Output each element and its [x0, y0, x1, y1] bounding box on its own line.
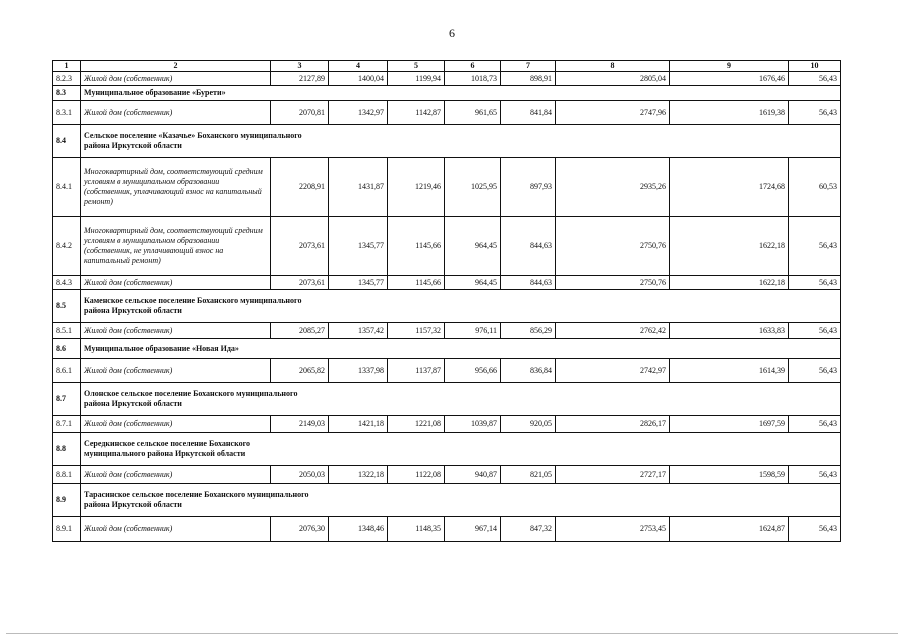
- page-number: 6: [449, 26, 455, 40]
- cell-value-col6: 956,66: [445, 359, 501, 383]
- cell-value-col7: 856,29: [501, 323, 556, 339]
- row-number: 8.4: [53, 125, 81, 158]
- cell-value-col7: 836,84: [501, 359, 556, 383]
- cell-value-col4: 1337,98: [329, 359, 388, 383]
- column-header: 10: [789, 61, 841, 72]
- cell-value-col10: 56,43: [789, 323, 841, 339]
- cell-value-col5: 1219,46: [388, 158, 445, 217]
- cell-value-col9: 1622,18: [670, 217, 789, 276]
- cell-value-col4: 1322,18: [329, 466, 388, 484]
- row-number: 8.8: [53, 433, 81, 466]
- section-title: Сельское поселение «Казачье» Боханского муниципального района Иркутской области: [81, 125, 841, 158]
- cell-value-col4: 1348,46: [329, 517, 388, 542]
- row-number: 8.7: [53, 383, 81, 416]
- row-description: Жилой дом (собственник): [81, 276, 271, 290]
- cell-value-col5: 1145,66: [388, 217, 445, 276]
- section-title: Каменское сельское поселение Боханского муниципального района Иркутской области: [81, 290, 841, 323]
- cell-value-col4: 1400,04: [329, 72, 388, 86]
- row-description: Жилой дом (собственник): [81, 466, 271, 484]
- table-row: [53, 72, 841, 86]
- cell-value-col3: 2065,82: [271, 359, 329, 383]
- table-row: [53, 359, 841, 383]
- table-row: [53, 158, 841, 217]
- cell-value-col10: 56,43: [789, 466, 841, 484]
- row-number: 8.4.3: [53, 276, 81, 290]
- cell-value-col6: 967,14: [445, 517, 501, 542]
- row-number: 8.9: [53, 484, 81, 517]
- column-header: 3: [271, 61, 329, 72]
- column-header: 5: [388, 61, 445, 72]
- cell-value-col9: 1614,39: [670, 359, 789, 383]
- cell-value-col10: 56,43: [789, 217, 841, 276]
- cell-value-col8: 2750,76: [556, 217, 670, 276]
- cell-value-col6: 1039,87: [445, 416, 501, 433]
- cell-value-col5: 1137,87: [388, 359, 445, 383]
- cell-value-col6: 1025,95: [445, 158, 501, 217]
- scan-edge-line: [6, 633, 898, 634]
- cell-value-col8: 2805,04: [556, 72, 670, 86]
- cell-value-col7: 841,84: [501, 101, 556, 125]
- section-row: [53, 433, 841, 466]
- row-number: 8.4.1: [53, 158, 81, 217]
- cell-value-col9: 1622,18: [670, 276, 789, 290]
- cell-value-col7: 847,32: [501, 517, 556, 542]
- cell-value-col8: 2727,17: [556, 466, 670, 484]
- table-row: [53, 101, 841, 125]
- table-row: [53, 466, 841, 484]
- cell-value-col10: 56,43: [789, 359, 841, 383]
- cell-value-col10: 56,43: [789, 416, 841, 433]
- cell-value-col6: 1018,73: [445, 72, 501, 86]
- cell-value-col7: 897,93: [501, 158, 556, 217]
- row-description: Многоквартирный дом, соответствующий средним условиям в муниципальном образовании (собственник, не уплачивающий взнос на капитальный ремонт): [81, 217, 271, 276]
- cell-value-col4: 1345,77: [329, 276, 388, 290]
- cell-value-col8: 2750,76: [556, 276, 670, 290]
- section-row: [53, 125, 841, 158]
- row-number: 8.7.1: [53, 416, 81, 433]
- cell-value-col7: 898,91: [501, 72, 556, 86]
- cell-value-col4: 1357,42: [329, 323, 388, 339]
- table-header-row: [53, 61, 841, 72]
- cell-value-col8: 2762,42: [556, 323, 670, 339]
- row-number: 8.2.3: [53, 72, 81, 86]
- row-description: Жилой дом (собственник): [81, 72, 271, 86]
- cell-value-col8: 2747,96: [556, 101, 670, 125]
- section-row: [53, 339, 841, 359]
- cell-value-col10: 60,53: [789, 158, 841, 217]
- section-title: Середкинское сельское поселение Боханского муниципального района Иркутской области: [81, 433, 841, 466]
- cell-value-col3: 2085,27: [271, 323, 329, 339]
- cell-value-col8: 2935,26: [556, 158, 670, 217]
- cell-value-col5: 1145,66: [388, 276, 445, 290]
- cell-value-col7: 920,05: [501, 416, 556, 433]
- column-header: 7: [501, 61, 556, 72]
- table-row: [53, 323, 841, 339]
- column-header: 4: [329, 61, 388, 72]
- cell-value-col3: 2073,61: [271, 217, 329, 276]
- row-description: Жилой дом (собственник): [81, 101, 271, 125]
- cell-value-col6: 940,87: [445, 466, 501, 484]
- cell-value-col5: 1157,32: [388, 323, 445, 339]
- cell-value-col4: 1342,97: [329, 101, 388, 125]
- cell-value-col10: 56,43: [789, 517, 841, 542]
- cell-value-col9: 1624,87: [670, 517, 789, 542]
- row-description: Жилой дом (собственник): [81, 359, 271, 383]
- tariff-table: [52, 60, 841, 542]
- row-number: 8.8.1: [53, 466, 81, 484]
- row-number: 8.9.1: [53, 517, 81, 542]
- cell-value-col3: 2127,89: [271, 72, 329, 86]
- row-number: 8.3: [53, 86, 81, 101]
- cell-value-col7: 821,05: [501, 466, 556, 484]
- cell-value-col7: 844,63: [501, 276, 556, 290]
- cell-value-col9: 1598,59: [670, 466, 789, 484]
- cell-value-col3: 2076,30: [271, 517, 329, 542]
- row-description: Жилой дом (собственник): [81, 323, 271, 339]
- cell-value-col9: 1724,68: [670, 158, 789, 217]
- cell-value-col10: 56,43: [789, 101, 841, 125]
- cell-value-col9: 1633,83: [670, 323, 789, 339]
- cell-value-col7: 844,63: [501, 217, 556, 276]
- cell-value-col5: 1221,08: [388, 416, 445, 433]
- column-header: 8: [556, 61, 670, 72]
- section-title: Муниципальное образование «Бурети»: [81, 86, 841, 101]
- cell-value-col5: 1122,08: [388, 466, 445, 484]
- cell-value-col9: 1697,59: [670, 416, 789, 433]
- row-number: 8.3.1: [53, 101, 81, 125]
- column-header: 9: [670, 61, 789, 72]
- row-description: Жилой дом (собственник): [81, 517, 271, 542]
- cell-value-col3: 2070,81: [271, 101, 329, 125]
- cell-value-col5: 1142,87: [388, 101, 445, 125]
- row-number: 8.5: [53, 290, 81, 323]
- table-row: [53, 276, 841, 290]
- cell-value-col8: 2742,97: [556, 359, 670, 383]
- column-header: 1: [53, 61, 81, 72]
- section-title: Муниципальное образование «Новая Ида»: [81, 339, 841, 359]
- table-body: [53, 61, 841, 542]
- row-description: Многоквартирный дом, соответствующий средним условиям в муниципальном образовании (собственник, уплачивающий взнос на капитальный ремонт): [81, 158, 271, 217]
- cell-value-col6: 964,45: [445, 276, 501, 290]
- row-number: 8.6.1: [53, 359, 81, 383]
- cell-value-col3: 2050,03: [271, 466, 329, 484]
- cell-value-col4: 1345,77: [329, 217, 388, 276]
- cell-value-col6: 976,11: [445, 323, 501, 339]
- cell-value-col3: 2073,61: [271, 276, 329, 290]
- cell-value-col4: 1431,87: [329, 158, 388, 217]
- row-number: 8.5.1: [53, 323, 81, 339]
- section-row: [53, 86, 841, 101]
- cell-value-col5: 1199,94: [388, 72, 445, 86]
- section-row: [53, 383, 841, 416]
- table-row: [53, 517, 841, 542]
- table-row: [53, 416, 841, 433]
- row-number: 8.6: [53, 339, 81, 359]
- section-title: Тарасинское сельское поселение Боханского муниципального района Иркутской области: [81, 484, 841, 517]
- section-row: [53, 290, 841, 323]
- section-row: [53, 484, 841, 517]
- cell-value-col10: 56,43: [789, 72, 841, 86]
- cell-value-col6: 961,65: [445, 101, 501, 125]
- cell-value-col10: 56,43: [789, 276, 841, 290]
- cell-value-col3: 2208,91: [271, 158, 329, 217]
- cell-value-col5: 1148,35: [388, 517, 445, 542]
- row-description: Жилой дом (собственник): [81, 416, 271, 433]
- cell-value-col6: 964,45: [445, 217, 501, 276]
- table-row: [53, 217, 841, 276]
- cell-value-col4: 1421,18: [329, 416, 388, 433]
- column-header: 6: [445, 61, 501, 72]
- row-number: 8.4.2: [53, 217, 81, 276]
- column-header: 2: [81, 61, 271, 72]
- cell-value-col3: 2149,03: [271, 416, 329, 433]
- cell-value-col9: 1619,38: [670, 101, 789, 125]
- cell-value-col8: 2826,17: [556, 416, 670, 433]
- cell-value-col9: 1676,46: [670, 72, 789, 86]
- section-title: Олонское сельское поселение Боханского муниципального района Иркутской области: [81, 383, 841, 416]
- cell-value-col8: 2753,45: [556, 517, 670, 542]
